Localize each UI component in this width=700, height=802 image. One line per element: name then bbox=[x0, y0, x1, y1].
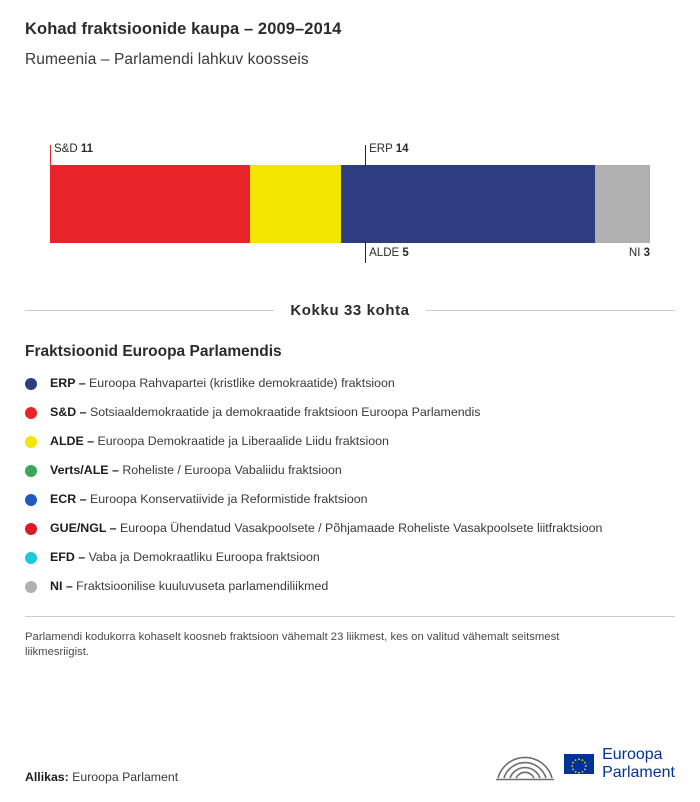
ep-wordmark-line2: Parlament bbox=[602, 764, 675, 781]
footer-divider bbox=[25, 616, 675, 617]
legend-item-text bbox=[50, 578, 328, 594]
legend-color-dot-icon bbox=[25, 494, 37, 506]
bar-segment-alde bbox=[250, 165, 341, 243]
bar-label-value: 5 bbox=[402, 247, 409, 259]
legend-item-description: Euroopa Konservatiivide ja Reformistide fraktsioon bbox=[86, 492, 368, 506]
legend-item bbox=[25, 462, 675, 478]
legend-color-dot-icon bbox=[25, 581, 37, 593]
legend-item-abbr: GUE/NGL – bbox=[50, 521, 117, 535]
stacked-bar bbox=[50, 165, 650, 243]
legend-item bbox=[25, 491, 675, 507]
bar-tick-erp bbox=[365, 145, 366, 167]
page-title: Kohad fraktsioonide kaupa – 2009–2014 bbox=[25, 20, 342, 38]
legend-item-text bbox=[50, 433, 389, 449]
legend-item-text bbox=[50, 520, 602, 536]
legend-item-text bbox=[50, 549, 320, 565]
bar-label-alde bbox=[369, 247, 409, 259]
legend-item bbox=[25, 375, 675, 391]
ep-wordmark bbox=[602, 746, 675, 782]
bar-segment-erp bbox=[341, 165, 596, 243]
legend-list bbox=[25, 375, 675, 594]
legend-item-abbr: NI – bbox=[50, 579, 73, 593]
legend-item bbox=[25, 578, 675, 594]
bar-label-s-d bbox=[54, 143, 93, 155]
legend-item bbox=[25, 433, 675, 449]
legend-item-abbr: ECR – bbox=[50, 492, 87, 506]
footnote: Parlamendi kodukorra kohaselt koosneb fraktsioon vähemalt 23 liikmest, kes on valitud vähemalt seitsmest liikmesriigist. bbox=[25, 631, 560, 658]
ep-wordmark-line1: Euroopa bbox=[602, 746, 663, 763]
bar-label-ni bbox=[629, 247, 650, 259]
legend-color-dot-icon bbox=[25, 436, 37, 448]
legend-color-dot-icon bbox=[25, 465, 37, 477]
page-subtitle: Rumeenia – Parlamendi lahkuv koosseis bbox=[25, 51, 309, 68]
legend-item bbox=[25, 520, 675, 536]
legend-color-dot-icon bbox=[25, 407, 37, 419]
bar-segment-ni bbox=[595, 165, 650, 243]
legend-color-dot-icon bbox=[25, 378, 37, 390]
legend-item-text bbox=[50, 491, 368, 507]
bar-tick-s-d bbox=[50, 145, 51, 167]
bar-label-abbr: NI bbox=[628, 247, 644, 259]
bar-segment-s-d bbox=[50, 165, 250, 243]
legend-title: Fraktsioonid Euroopa Parlamendis bbox=[25, 343, 282, 360]
legend-item-description: Euroopa Ühendatud Vasakpoolsete / Põhjamaade Roheliste Vasakpoolsete liitfraktsioon bbox=[116, 521, 603, 535]
total-seats bbox=[25, 297, 675, 323]
legend-item-description: Roheliste / Euroopa Vabaliidu fraktsioon bbox=[118, 463, 342, 477]
bar-label-value: 11 bbox=[80, 143, 94, 155]
seat-distribution-chart bbox=[25, 129, 675, 259]
bar-tick-alde bbox=[365, 241, 366, 263]
bar-label-abbr: S&D bbox=[54, 143, 81, 155]
legend-item-text bbox=[50, 404, 480, 420]
source-text bbox=[25, 770, 178, 784]
legend-item-description: Euroopa Rahvapartei (kristlike demokraatide) fraktsioon bbox=[85, 376, 395, 390]
ep-hemicycle-icon bbox=[494, 744, 556, 784]
legend-item-description: Euroopa Demokraatide ja Liberaalide Liidu fraktsioon bbox=[94, 434, 389, 448]
legend-item-description: Vaba ja Demokraatliku Euroopa fraktsioon bbox=[85, 550, 320, 564]
bar-label-abbr: ALDE bbox=[369, 247, 403, 259]
legend-item-abbr: ALDE – bbox=[50, 434, 95, 448]
legend-item-text bbox=[50, 375, 395, 391]
bar-label-value: 3 bbox=[643, 247, 650, 259]
legend-item-text bbox=[50, 462, 342, 478]
total-seats-text: Kokku 33 kohta bbox=[274, 302, 425, 319]
bar-label-abbr: ERP bbox=[369, 143, 396, 155]
bar-label-erp bbox=[369, 143, 408, 155]
legend-item-abbr: ERP – bbox=[50, 376, 86, 390]
bar-label-value: 14 bbox=[395, 143, 409, 155]
legend-item-description: Fraktsioonilise kuuluvuseta parlamendiliikmed bbox=[72, 579, 329, 593]
legend-item-abbr: S&D – bbox=[50, 405, 87, 419]
legend-item bbox=[25, 549, 675, 565]
legend-item-abbr: Verts/ALE – bbox=[50, 463, 119, 477]
legend-color-dot-icon bbox=[25, 523, 37, 535]
source-value: Euroopa Parlament bbox=[72, 770, 179, 784]
source-row bbox=[25, 744, 675, 784]
legend-item bbox=[25, 404, 675, 420]
european-parliament-logo bbox=[494, 744, 675, 784]
legend-color-dot-icon bbox=[25, 552, 37, 564]
eu-flag-icon bbox=[564, 754, 594, 774]
legend-item-description: Sotsiaaldemokraatide ja demokraatide fraktsioon Euroopa Parlamendis bbox=[86, 405, 481, 419]
source-label: Allikas: bbox=[25, 770, 69, 784]
legend-item-abbr: EFD – bbox=[50, 550, 86, 564]
